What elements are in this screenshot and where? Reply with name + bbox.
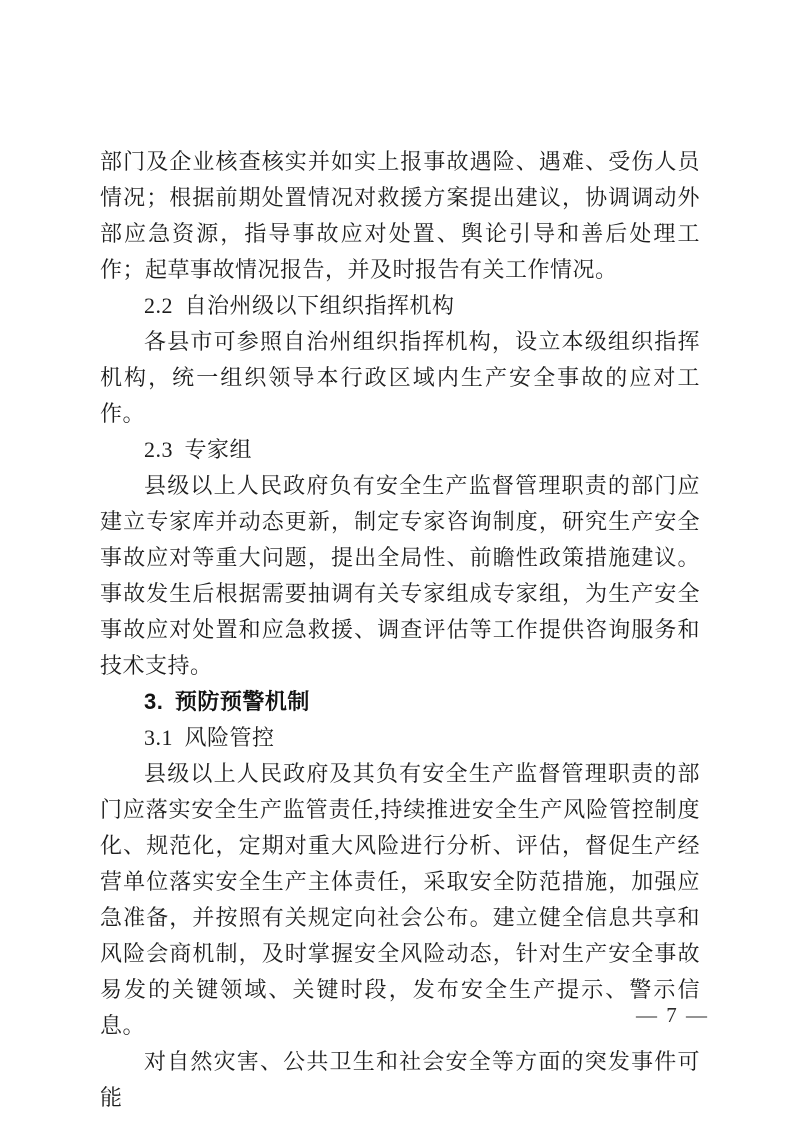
paragraph: 县级以上人民政府及其负有安全生产监督管理职责的部门应落实安全生产监管责任,持续推进安全生产风险管控制度化、规范化，定期对重大风险进行分析、评估，督促生产经营单位落实安全生产主体责任，采取安全防范措施，加强应急准备，并按照有关规定向社会公布。建立健全信息共享和风险会商机制，及时掌握安全风险动态，针对生产安全事故易发的关键领域、关键时段，发布安全生产提示、警示信息。: [100, 761, 700, 1038]
page-number: — 7 —: [636, 1003, 709, 1027]
section-heading-3: 3. 预防预警机制: [144, 689, 310, 714]
paragraph: 各县市可参照自治州组织指挥机构，设立本级组织指挥机构，统一组织领导本行政区域内生产安全事故的应对工作。: [100, 329, 700, 426]
paragraph-truncated: 对自然灾害、公共卫生和社会安全等方面的突发事件可能: [100, 1049, 700, 1110]
paragraph-continuation: 部门及企业核查核实并如实上报事故遇险、遇难、受伤人员情况；根据前期处置情况对救援方案提出建议，协调调动外部应急资源，指导事故应对处置、舆论引导和善后处理工作；起草事故情况报告，并及时报告有关工作情况。: [100, 149, 700, 282]
section-heading-2-3: 2.3 专家组: [144, 437, 253, 462]
section-heading-2-2: 2.2 自治州级以下组织指挥机构: [144, 293, 455, 318]
paragraph: 县级以上人民政府负有安全生产监督管理职责的部门应建立专家库并动态更新，制定专家咨询制度，研究生产安全事故应对等重大问题，提出全局性、前瞻性政策措施建议。事故发生后根据需要抽调有关专家组成专家组，为生产安全事故应对处置和应急救援、调查评估等工作提供咨询服务和技术支持。: [100, 473, 700, 678]
document-body: [100, 144, 700, 1116]
section-heading-3-1: 3.1 风险管控: [144, 725, 275, 750]
